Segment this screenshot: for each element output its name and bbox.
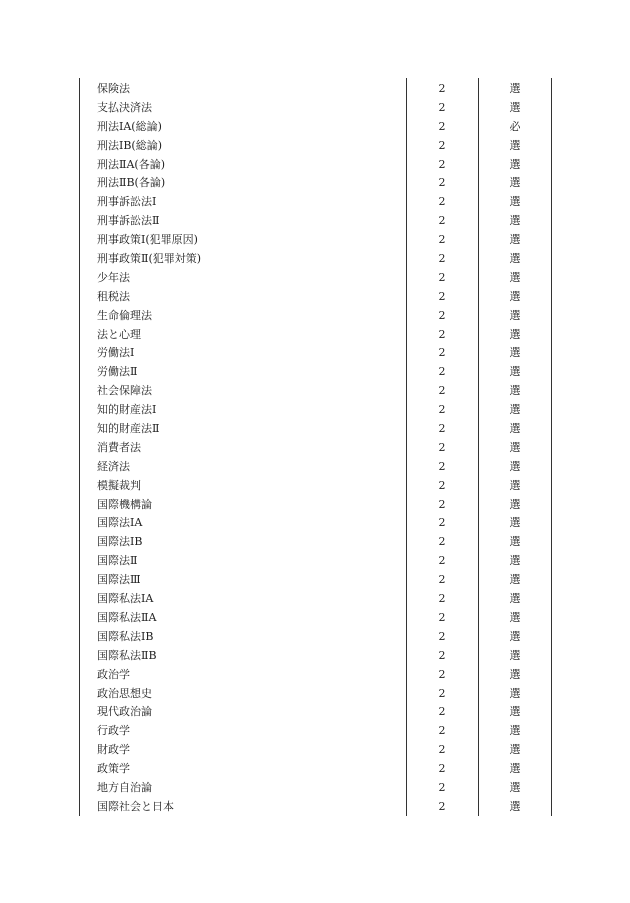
course-type: 選 [509, 308, 521, 322]
course-credits: 2 [438, 214, 446, 228]
table-row [80, 401, 551, 420]
course-type: 選 [509, 743, 521, 757]
course-name: 地方自治論 [97, 780, 152, 794]
course-name: 知的財産法Ⅰ [97, 403, 157, 417]
table-row [80, 80, 551, 99]
course-name: 刑事政策Ⅰ(犯罪原因) [97, 233, 198, 247]
course-credits: 2 [438, 233, 446, 247]
course-name: 少年法 [97, 270, 130, 284]
table-row [80, 722, 551, 741]
table-row [80, 250, 551, 269]
course-type: 選 [509, 629, 521, 643]
course-name: 労働法Ⅰ [97, 346, 135, 360]
course-name: 国際私法ⅠB [97, 629, 154, 643]
course-type: 選 [509, 686, 521, 700]
course-name: 行政学 [97, 724, 130, 738]
course-name: 刑法ⅠA(総論) [97, 119, 162, 133]
course-name: 経済法 [97, 459, 130, 473]
course-name: 国際社会と日本 [97, 799, 174, 813]
course-name: 国際法Ⅲ [97, 573, 141, 587]
course-credits: 2 [438, 100, 446, 114]
course-name: 生命倫理法 [97, 308, 152, 322]
course-credits: 2 [438, 157, 446, 171]
course-type: 選 [509, 346, 521, 360]
course-credits: 2 [438, 554, 446, 568]
course-name: 刑法ⅡA(各論) [97, 157, 166, 171]
course-credits: 2 [438, 780, 446, 794]
course-type: 選 [509, 270, 521, 284]
table-row [80, 458, 551, 477]
table-row [80, 666, 551, 685]
table-row [80, 685, 551, 704]
table-row [80, 741, 551, 760]
course-type: 選 [509, 365, 521, 379]
course-type: 選 [509, 195, 521, 209]
course-name: 政治思想史 [97, 686, 152, 700]
course-credits: 2 [438, 705, 446, 719]
course-credits: 2 [438, 365, 446, 379]
course-type: 選 [509, 327, 521, 341]
course-name: 社会保障法 [97, 384, 152, 398]
course-type: 選 [509, 610, 521, 624]
course-name: 法と心理 [97, 327, 141, 341]
course-credits: 2 [438, 252, 446, 266]
table-row [80, 344, 551, 363]
table-row [80, 288, 551, 307]
course-type: 選 [509, 214, 521, 228]
course-credits: 2 [438, 308, 446, 322]
table-row [80, 99, 551, 118]
table-row [80, 137, 551, 156]
course-name: 国際機構論 [97, 497, 152, 511]
course-name: 模擬裁判 [97, 478, 141, 492]
course-type: 選 [509, 440, 521, 454]
course-credits: 2 [438, 195, 446, 209]
course-credits: 2 [438, 384, 446, 398]
table-row [80, 552, 551, 571]
course-name: 知的財産法Ⅱ [97, 422, 160, 436]
table-row [80, 363, 551, 382]
table-row [80, 118, 551, 137]
table-row [80, 420, 551, 439]
course-type: 選 [509, 667, 521, 681]
course-name: 政策学 [97, 762, 130, 776]
course-type: 選 [509, 403, 521, 417]
course-name: 租税法 [97, 289, 130, 303]
course-table [79, 78, 552, 816]
course-type: 選 [509, 762, 521, 776]
course-credits: 2 [438, 535, 446, 549]
course-name: 刑事訴訟法Ⅱ [97, 214, 160, 228]
table-row [80, 760, 551, 779]
table-row [80, 307, 551, 326]
course-name: 刑事政策Ⅱ(犯罪対策) [97, 252, 202, 266]
course-type: 選 [509, 648, 521, 662]
course-credits: 2 [438, 289, 446, 303]
course-type: 選 [509, 157, 521, 171]
course-name: 国際法Ⅱ [97, 554, 138, 568]
course-type: 選 [509, 516, 521, 530]
course-type: 選 [509, 233, 521, 247]
course-credits: 2 [438, 403, 446, 417]
table-body [80, 80, 551, 817]
course-type: 選 [509, 497, 521, 511]
course-type: 選 [509, 573, 521, 587]
course-credits: 2 [438, 459, 446, 473]
course-credits: 2 [438, 346, 446, 360]
course-name: 現代政治論 [97, 705, 152, 719]
course-credits: 2 [438, 610, 446, 624]
table-row [80, 212, 551, 231]
course-credits: 2 [438, 762, 446, 776]
course-credits: 2 [438, 422, 446, 436]
course-name: 刑法ⅡB(各論) [97, 176, 166, 190]
course-type: 選 [509, 799, 521, 813]
course-credits: 2 [438, 592, 446, 606]
course-credits: 2 [438, 119, 446, 133]
course-name: 消費者法 [97, 440, 141, 454]
course-name: 刑事訴訟法Ⅰ [97, 195, 157, 209]
course-type: 選 [509, 724, 521, 738]
course-name: 国際法ⅠA [97, 516, 143, 530]
course-credits: 2 [438, 629, 446, 643]
course-type: 選 [509, 459, 521, 473]
table-row [80, 514, 551, 533]
table-row [80, 590, 551, 609]
course-name: 刑法ⅠB(総論) [97, 138, 163, 152]
table-row [80, 382, 551, 401]
course-name: 国際私法ⅡB [97, 648, 157, 662]
course-credits: 2 [438, 648, 446, 662]
course-credits: 2 [438, 667, 446, 681]
course-type: 選 [509, 289, 521, 303]
table-row [80, 477, 551, 496]
course-credits: 2 [438, 270, 446, 284]
table-row [80, 269, 551, 288]
table-row [80, 798, 551, 817]
course-name: 財政学 [97, 743, 130, 757]
course-credits: 2 [438, 573, 446, 587]
course-type: 選 [509, 592, 521, 606]
course-type: 選 [509, 535, 521, 549]
course-type: 必 [509, 119, 521, 133]
table-row [80, 439, 551, 458]
course-credits: 2 [438, 799, 446, 813]
course-type: 選 [509, 554, 521, 568]
course-name: 国際私法ⅠA [97, 592, 154, 606]
table-row [80, 326, 551, 345]
course-credits: 2 [438, 138, 446, 152]
course-type: 選 [509, 780, 521, 794]
course-type: 選 [509, 176, 521, 190]
course-credits: 2 [438, 176, 446, 190]
course-credits: 2 [438, 497, 446, 511]
table-row [80, 174, 551, 193]
course-credits: 2 [438, 440, 446, 454]
table-row [80, 533, 551, 552]
course-type: 選 [509, 138, 521, 152]
table-row [80, 703, 551, 722]
table-row [80, 496, 551, 515]
table-row [80, 779, 551, 798]
course-type: 選 [509, 384, 521, 398]
course-type: 選 [509, 252, 521, 266]
course-credits: 2 [438, 478, 446, 492]
course-type: 選 [509, 478, 521, 492]
course-credits: 2 [438, 327, 446, 341]
course-credits: 2 [438, 686, 446, 700]
course-name: 保険法 [97, 82, 130, 95]
course-name: 国際法ⅠB [97, 535, 143, 549]
table-row [80, 156, 551, 175]
course-name: 政治学 [97, 667, 130, 681]
table-row [80, 231, 551, 250]
course-credits: 2 [438, 82, 446, 95]
table-row [80, 571, 551, 590]
course-type: 選 [509, 100, 521, 114]
course-name: 労働法Ⅱ [97, 365, 138, 379]
course-credits: 2 [438, 724, 446, 738]
course-type: 選 [509, 422, 521, 436]
table-row [80, 628, 551, 647]
table-row [80, 193, 551, 212]
table-row [80, 647, 551, 666]
course-credits: 2 [438, 743, 446, 757]
course-type: 選 [509, 82, 521, 95]
course-type: 選 [509, 705, 521, 719]
table-row [80, 609, 551, 628]
course-name: 国際私法ⅡA [97, 610, 157, 624]
course-credits: 2 [438, 516, 446, 530]
course-name: 支払決済法 [97, 100, 152, 114]
